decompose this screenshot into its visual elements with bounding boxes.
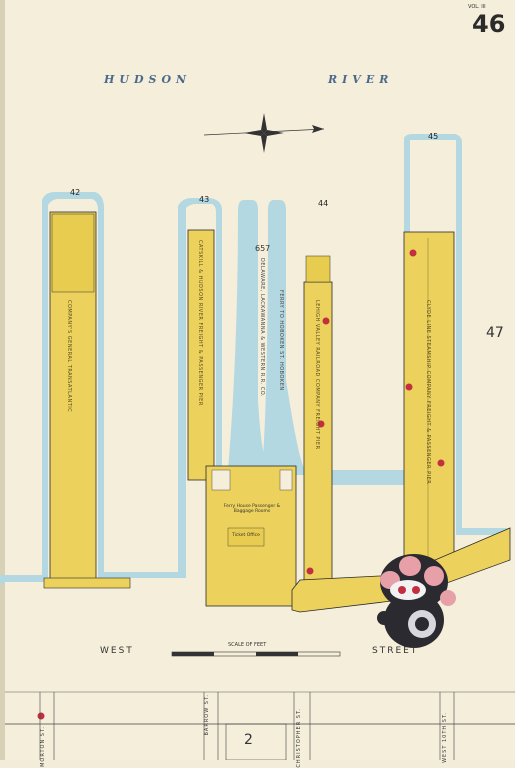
pier-45-label: CLYDE LINE STEAMSHIP COMPANY FREIGHT & PASSENGER PIER — [425, 300, 431, 485]
cross-street-christopher: CHRISTOPHER ST. — [296, 708, 302, 768]
ferry-slip — [262, 200, 306, 470]
pier-number-44: 44 — [318, 199, 329, 208]
street-label-street: STREET — [372, 646, 419, 656]
pier-number-43: 43 — [199, 195, 210, 204]
pier-44-label: LEHIGH VALLEY RAILROAD COMPANY FREIGHT PIER — [314, 300, 320, 450]
ticket-office-label: Ticket Office — [232, 533, 260, 538]
pier-44-shed — [306, 256, 330, 282]
sheet-number: 46 — [472, 10, 506, 38]
railroad-label: DELAWARE, LACKAWANNA & WESTERN R.R. CO. — [259, 258, 265, 398]
river-label-river: RIVER — [328, 73, 394, 86]
hydrant-marker — [410, 250, 417, 257]
cross-street-morton: MORTON ST. — [40, 726, 46, 767]
pier-43-label: CATSKILL & HUDSON RIVER FREIGHT & PASSENGER PIER — [197, 240, 203, 406]
hydrant-marker — [406, 384, 413, 391]
cross-street-barrow: BARROW ST. — [204, 694, 210, 736]
ferry-label: FERRY TO HOBOKEN ST. HOBOKEN — [278, 290, 284, 391]
hydrant-marker — [323, 318, 330, 325]
cross-street-west-10th: WEST 10TH ST. — [442, 712, 448, 763]
binding-edge — [0, 0, 5, 760]
volume-header: VOL. III — [468, 4, 486, 10]
ferry-house-court — [280, 470, 292, 490]
compass-rose-icon — [204, 113, 324, 153]
pier-42-label: COMPANY'S GENERAL TRANSATLANTIC — [66, 300, 72, 413]
river-label-hudson: HUDSON — [104, 73, 192, 86]
adjacent-sheet-number: 47 — [486, 325, 504, 341]
street-label-west: WEST — [100, 646, 134, 656]
corner-mark: 2 — [244, 732, 253, 748]
block-number: 657 — [255, 244, 271, 253]
scale-bar — [172, 652, 340, 656]
block-outline — [226, 724, 286, 760]
hydrant-marker — [307, 568, 314, 575]
hydrant-marker — [438, 460, 445, 467]
ferry-house-label: Ferry House Passenger & Baggage Rooms — [223, 504, 281, 514]
pier-42-shed — [52, 214, 94, 292]
ferry-house-court — [212, 470, 230, 490]
bulkhead-shed-west — [44, 578, 130, 588]
scale-label: SCALE OF FEET — [228, 642, 267, 648]
pier-number-42: 42 — [70, 188, 81, 197]
pier-number-45: 45 — [428, 132, 439, 141]
hydrant-marker — [38, 713, 45, 720]
